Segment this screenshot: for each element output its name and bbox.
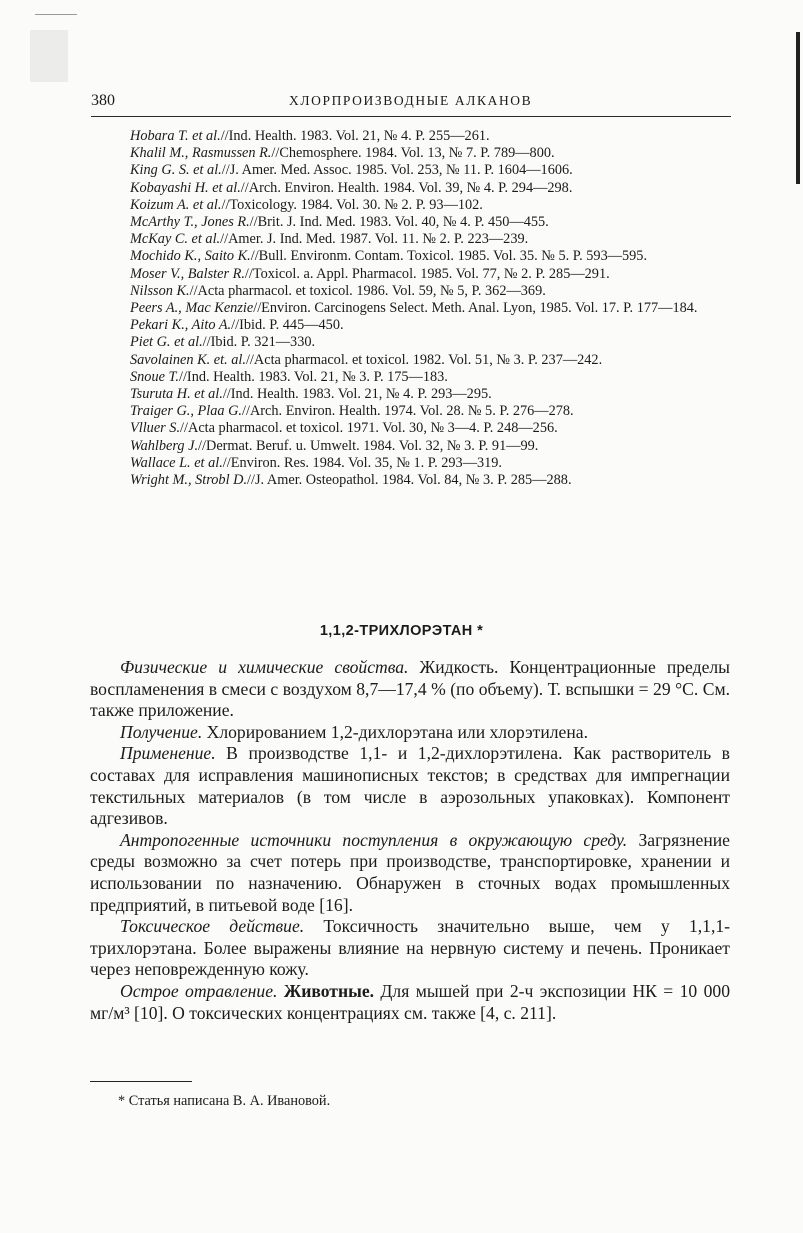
- reference-details: //Ind. Health. 1983. Vol. 21, № 4. P. 293—295.: [222, 386, 492, 403]
- reference-author: Tsuruta H. et al.: [130, 386, 223, 403]
- reference-details: //Toxicol. a. Appl. Pharmacol. 1985. Vol. 77, № 2. P. 285—291.: [244, 265, 610, 282]
- reference-details: //Brit. J. Ind. Med. 1983. Vol. 40, № 4. P. 450—455.: [249, 214, 549, 231]
- reference-details: //Acta pharmacol. et toxicol. 1982. Vol. 51, № 3. P. 237—242.: [245, 351, 603, 368]
- reference-details: //Ibid. P. 445—450.: [231, 317, 344, 334]
- reference-details: //Toxicology. 1984. Vol. 30. № 2. P. 93—102.: [221, 196, 483, 213]
- reference-item: [90, 438, 730, 455]
- reference-item: [90, 317, 730, 334]
- reference-author: Wallace L. et al.: [130, 454, 223, 471]
- reference-author: Khalil M., Rasmussen R.: [130, 145, 272, 162]
- reference-item: [90, 214, 730, 231]
- paragraph-label: Антропогенные источники поступления в окружающую среду.: [120, 829, 628, 850]
- body-paragraph: [90, 722, 730, 744]
- reference-author: Savolainen K. et. al.: [130, 351, 246, 368]
- header-rule: [91, 116, 731, 117]
- reference-details: //Arch. Environ. Health. 1974. Vol. 28. № 5. P. 276—278.: [242, 403, 574, 420]
- reference-details: //Ibid. P. 321—330.: [202, 334, 316, 351]
- body-paragraph: [90, 916, 730, 981]
- reference-author: McArthy T., Jones R.: [130, 214, 250, 231]
- reference-details: //Acta pharmacol. et toxicol. 1986. Vol. 59, № 5, P. 362—369.: [189, 282, 546, 299]
- reference-item: [90, 266, 730, 283]
- reference-details: //Environ. Carcinogens Select. Meth. Anal. Lyon, 1985. Vol. 17. P. 177—184.: [253, 300, 698, 317]
- reference-details: //J. Amer. Med. Assoc. 1985. Vol. 253, № 11. P. 1604—1606.: [221, 162, 573, 179]
- reference-author: King G. S. et al.: [130, 162, 222, 179]
- reference-item: [90, 403, 730, 420]
- reference-details: //Amer. J. Ind. Med. 1987. Vol. 11. № 2. P. 223—239.: [220, 231, 529, 248]
- reference-author: Koizum A. et al.: [130, 196, 222, 213]
- page-number: 380: [91, 92, 115, 109]
- paragraph-text: Загрязнение среды возможно за счет потерь при производстве, транспортировке, хранении и использовании по назначению. Обнаружен в сточных водах промышленных предприятий, в питьевой воде [16].: [90, 829, 730, 915]
- reference-item: [90, 300, 730, 317]
- reference-author: Mochido K., Saito K.: [130, 248, 251, 265]
- paragraph-label: Острое отравление.: [120, 980, 278, 1001]
- paragraph-text: Жидкость. Концентрационные пределы воспламенения в смеси с воздухом 8,7—17,4 % (по объему). Т. вспышки = 29 °С. См. также приложение.: [90, 657, 730, 721]
- section-title: 1,1,2-ТРИХЛОРЭТАН *: [319, 623, 484, 639]
- paragraph-label: Физические и химические свойства.: [120, 657, 409, 677]
- paragraph-text: Токсичность значительно выше, чем у 1,1,1-трихлорэтана. Более выражены влияние на нервную систему и печень. Проникает через неповрежденную кожу.: [90, 916, 730, 980]
- paragraph-label: Токсическое действие.: [120, 916, 305, 937]
- page-header: [91, 92, 733, 114]
- body-paragraph: [90, 830, 730, 916]
- reference-item: [90, 386, 730, 403]
- paragraph-subheading: Животные.: [277, 980, 375, 1001]
- reference-item: [90, 128, 730, 145]
- reference-item: [90, 369, 730, 386]
- paragraph-label: Получение.: [120, 721, 203, 742]
- running-title: ХЛОРПРОИЗВОДНЫЕ АЛКАНОВ: [289, 93, 533, 108]
- reference-details: //Chemosphere. 1984. Vol. 13, № 7. P. 789—800.: [271, 145, 555, 162]
- reference-item: [90, 352, 730, 369]
- reference-item: [90, 420, 730, 437]
- body-paragraph: [90, 657, 730, 722]
- reference-details: //Ind. Health. 1983. Vol. 21, № 4. P. 255—261.: [220, 128, 490, 144]
- scan-smudge: [30, 30, 68, 82]
- reference-item: [90, 248, 730, 265]
- reference-item: [90, 455, 730, 472]
- reference-item: [90, 145, 730, 162]
- reference-details: //J. Amer. Osteopathol. 1984. Vol. 84, № 3. P. 285—288.: [247, 472, 572, 489]
- reference-author: Moser V., Balster R.: [130, 265, 245, 282]
- page-edge-bar: [796, 32, 800, 184]
- paragraph-text: Для мышей при 2-ч экспозиции НК = 10 000 мг/м³ [10]. О токсических концентрациях см. также [4, с. 211].: [90, 980, 731, 1023]
- reference-author: Wahlberg J.: [130, 437, 199, 454]
- reference-details: //Ind. Health. 1983. Vol. 21, № 3. P. 175—183.: [178, 368, 448, 385]
- reference-author: McKay C. et al.: [130, 231, 221, 248]
- reference-author: Wright M., Strobl D.: [130, 472, 248, 489]
- paragraph-text: Хлорированием 1,2-дихлорэтана или хлорэтилена.: [202, 721, 588, 742]
- reference-item: [90, 283, 730, 300]
- reference-item: [90, 180, 730, 197]
- reference-item: [90, 197, 730, 214]
- reference-author: Vlluer S.: [130, 420, 181, 437]
- reference-details: //Environ. Res. 1984. Vol. 35, № 1. P. 293—319.: [222, 454, 503, 471]
- reference-item: [90, 231, 730, 248]
- reference-author: Hobara T. et al.: [130, 128, 221, 144]
- reference-author: Kobayashi H. et al.: [130, 179, 241, 196]
- reference-item: [90, 334, 730, 351]
- footnote-rule: [90, 1081, 192, 1082]
- reference-author: Snoue T.: [130, 368, 179, 385]
- body-paragraph: [90, 743, 730, 829]
- article-body: [90, 657, 730, 1024]
- reference-details: //Bull. Environm. Contam. Toxicol. 1985. Vol. 35. № 5. P. 593—595.: [250, 248, 648, 265]
- reference-author: Peers A., Mac Kenzie: [130, 300, 254, 317]
- reference-details: //Arch. Environ. Health. 1984. Vol. 39, № 4. P. 294—298.: [240, 179, 573, 196]
- reference-item: [90, 162, 730, 179]
- reference-list: [90, 128, 730, 489]
- reference-author: Piet G. et al.: [130, 334, 203, 351]
- paragraph-label: Применение.: [120, 743, 216, 764]
- paragraph-text: В производстве 1,1- и 1,2-дихлорэтилена. Как растворитель в составах для исправления машинописных текстов; в средствах для импрегнации текстильных материалов (в том числе в аэрозольных упаковках). Компонент адгезивов.: [90, 743, 730, 829]
- reference-author: Pekari K., Aito A.: [130, 317, 232, 334]
- scan-mark: [35, 14, 77, 15]
- reference-details: //Dermat. Beruf. u. Umwelt. 1984. Vol. 32, № 3. P. 91—99.: [198, 437, 539, 454]
- reference-item: [90, 472, 730, 489]
- reference-author: Traiger G., Plaa G.: [130, 403, 243, 420]
- reference-details: //Acta pharmacol. et toxicol. 1971. Vol. 30, № 3—4. P. 248—256.: [180, 420, 558, 437]
- reference-author: Nilsson K.: [130, 282, 190, 299]
- footnote: * Статья написана В. А. Ивановой.: [118, 1093, 331, 1109]
- body-paragraph: [90, 981, 730, 1024]
